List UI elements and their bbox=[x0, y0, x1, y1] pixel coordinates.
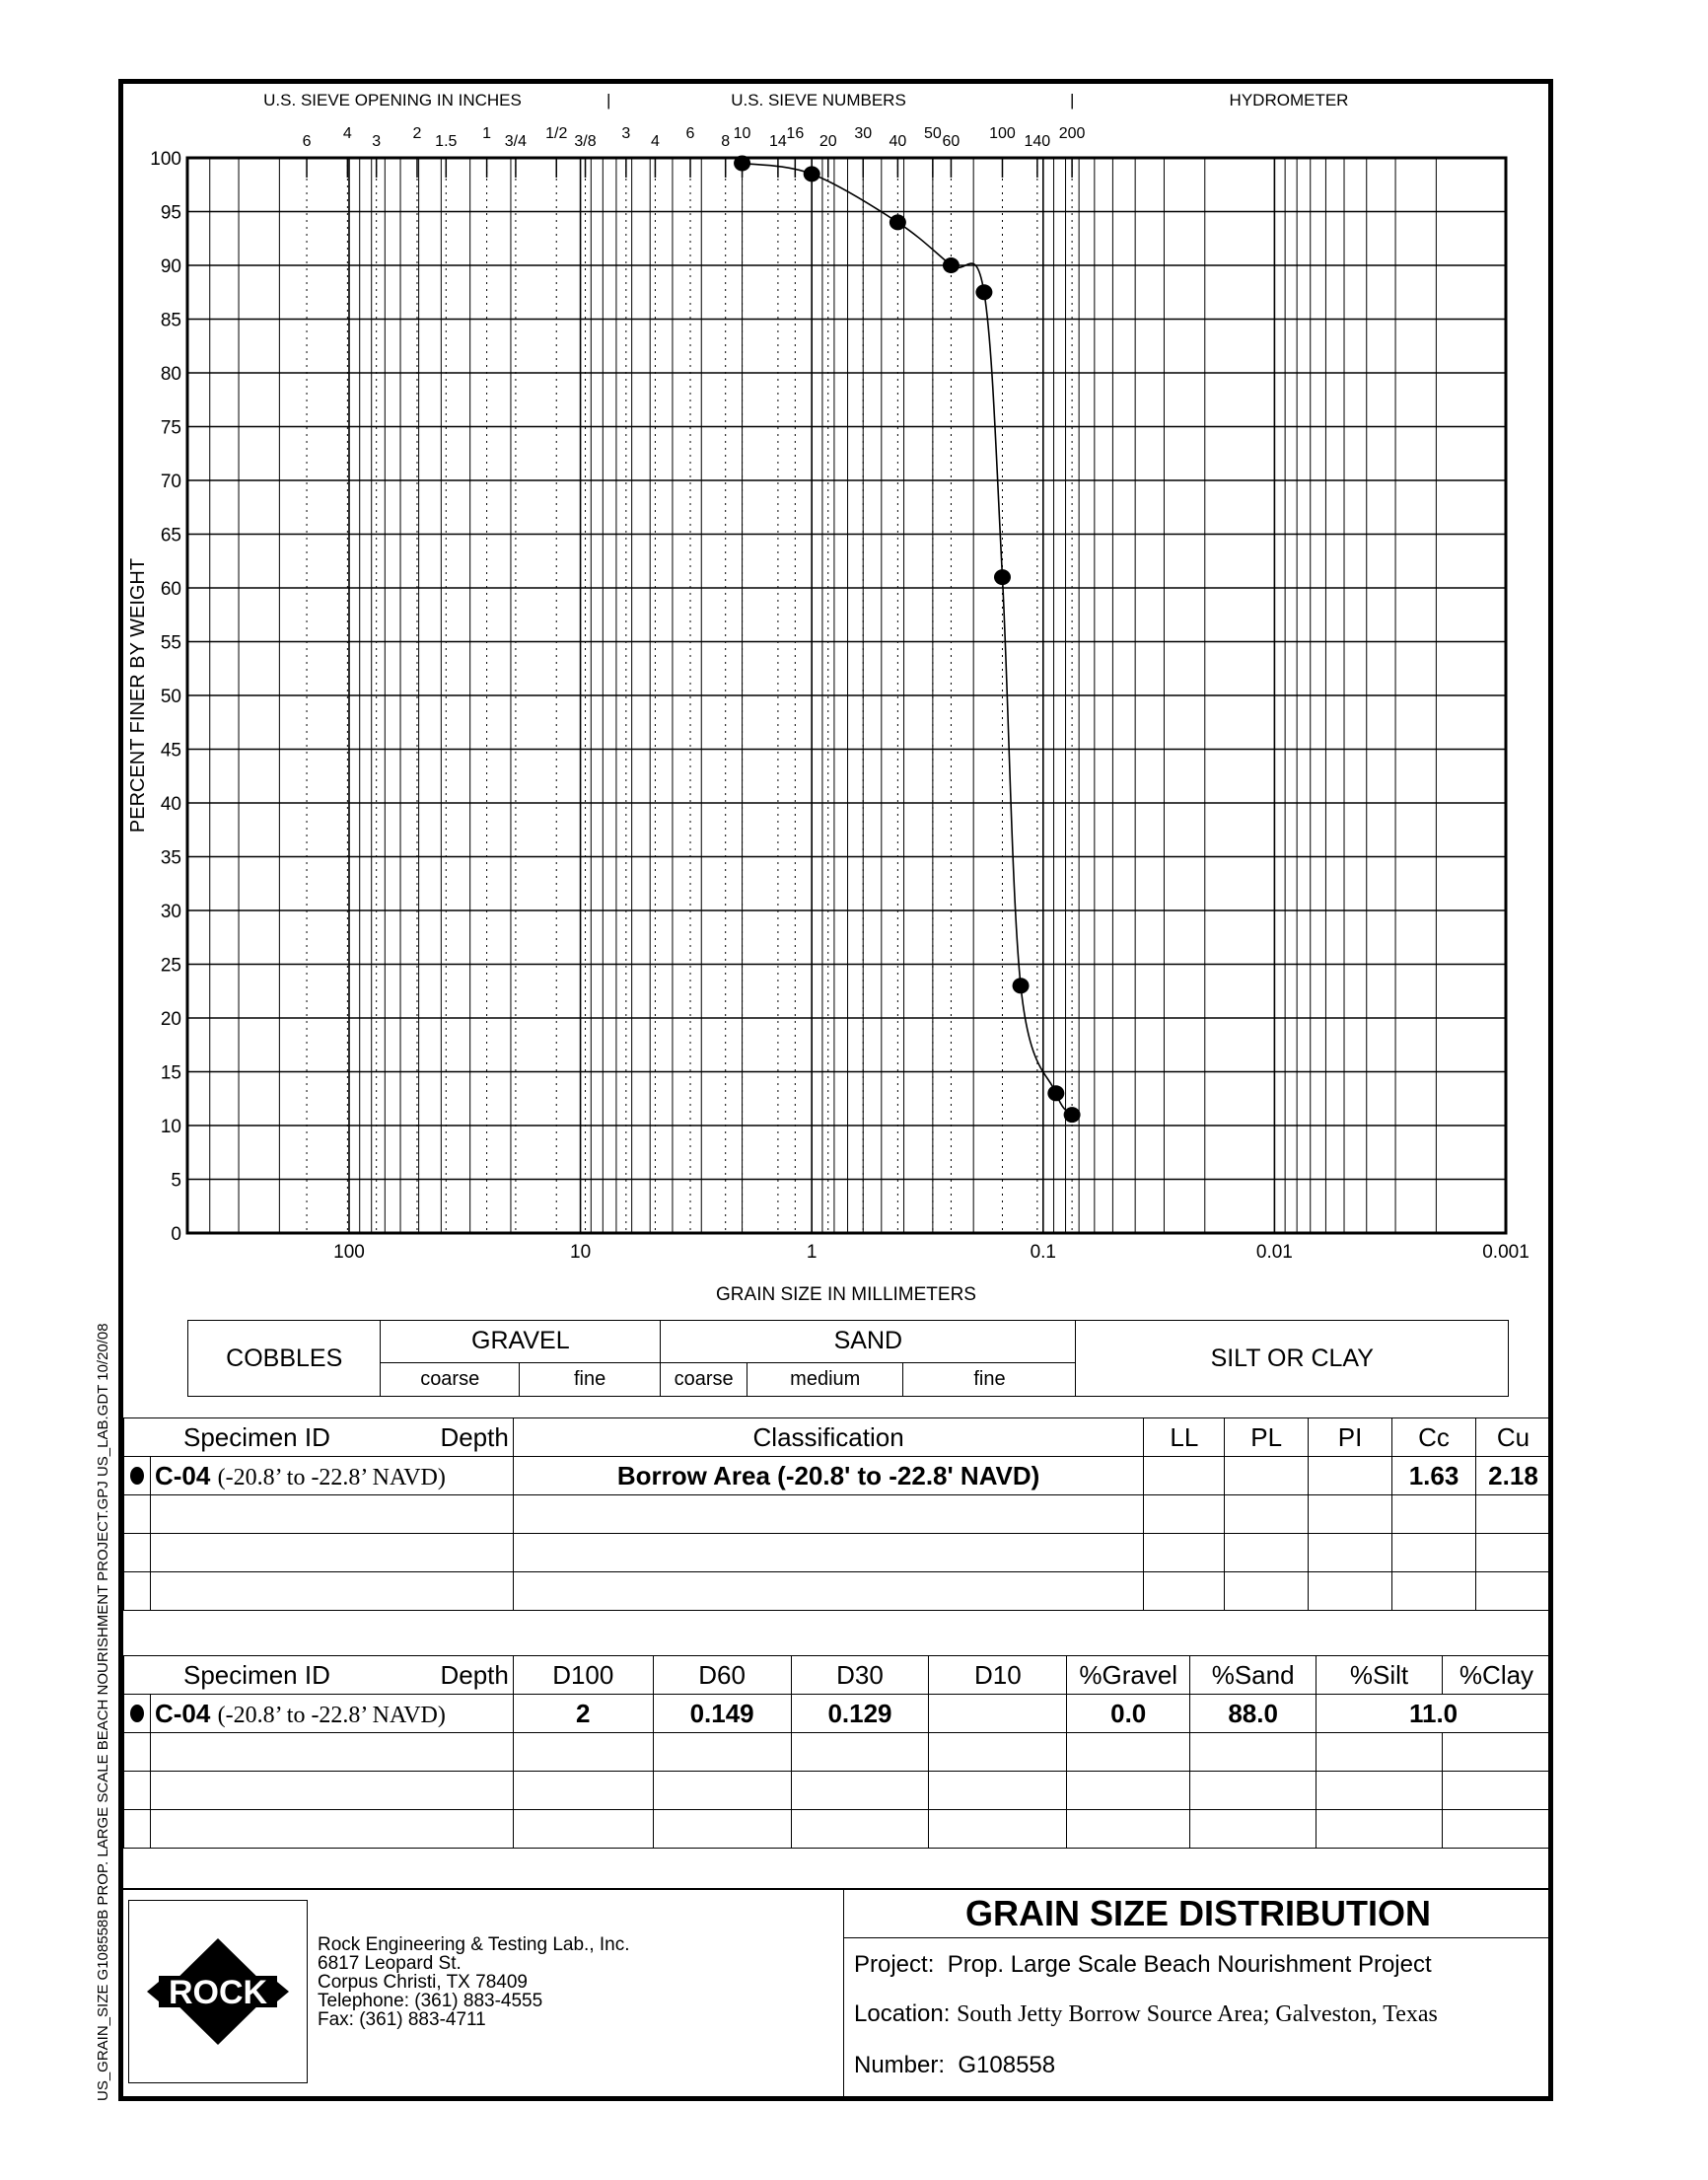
y-tick-label: 40 bbox=[160, 794, 181, 815]
y-tick-label: 20 bbox=[160, 1009, 181, 1030]
y-tick-label: 60 bbox=[160, 579, 181, 600]
specimen-depth: (-20.8’ to -22.8’ NAVD) bbox=[217, 1702, 446, 1728]
pi-header: PI bbox=[1309, 1418, 1392, 1457]
data-point bbox=[994, 569, 1011, 585]
d60-header: D60 bbox=[653, 1656, 791, 1695]
table-row-empty bbox=[124, 1772, 1551, 1810]
sieve-label: 10 bbox=[733, 125, 751, 142]
y-tick-label: 95 bbox=[160, 202, 181, 224]
sieve-label: 14 bbox=[769, 133, 787, 150]
specimen-id-header-text: Specimen ID bbox=[183, 1659, 330, 1690]
gravel-label: GRAVEL bbox=[381, 1321, 661, 1363]
top-axis-divider: | bbox=[1070, 91, 1075, 109]
company-name: Rock Engineering & Testing Lab., Inc. bbox=[318, 1934, 630, 1955]
x-tick-label: 0.01 bbox=[1255, 1242, 1293, 1263]
x-tick-label: 1 bbox=[806, 1242, 818, 1263]
sieve-label: 3 bbox=[372, 133, 382, 150]
y-tick-label: 90 bbox=[160, 256, 181, 277]
specimen-id-header bbox=[124, 1418, 514, 1457]
series-marker-icon bbox=[124, 1457, 151, 1495]
sieve-label: 6 bbox=[302, 133, 312, 150]
y-tick-label: 80 bbox=[160, 364, 181, 385]
y-tick-label: 15 bbox=[160, 1062, 181, 1084]
company-fax: Fax: (361) 883-4711 bbox=[318, 2009, 486, 2030]
depth-header: Depth bbox=[440, 1421, 509, 1452]
y-tick-label: 55 bbox=[160, 632, 181, 654]
d30-header: D30 bbox=[791, 1656, 929, 1695]
y-tick-label: 85 bbox=[160, 310, 181, 331]
project-value: Prop. Large Scale Beach Nourishment Project bbox=[947, 1951, 1432, 1978]
sieve-label: 20 bbox=[818, 133, 837, 150]
d10-header: D10 bbox=[929, 1656, 1067, 1695]
location-value: South Jetty Borrow Source Area; Galveston, Texas bbox=[957, 2001, 1438, 2027]
sieve-label: 1.5 bbox=[435, 133, 458, 150]
sieve-label: 8 bbox=[721, 133, 731, 150]
sand-cell: 88.0 bbox=[1190, 1695, 1317, 1733]
company-city: Corpus Christi, TX 78409 bbox=[318, 1972, 528, 1993]
top-axis-section-hydrometer: HYDROMETER bbox=[1229, 91, 1349, 109]
gravel-fine-label: fine bbox=[519, 1362, 660, 1396]
y-tick-label: 0 bbox=[171, 1224, 181, 1245]
silt-header: %Silt bbox=[1317, 1656, 1443, 1695]
sieve-label: 6 bbox=[685, 125, 695, 142]
sieve-label: 3 bbox=[621, 125, 631, 142]
y-tick-label: 30 bbox=[160, 902, 181, 922]
sieve-label: 140 bbox=[1024, 133, 1051, 150]
sieve-label: 100 bbox=[989, 125, 1016, 142]
sieve-label: 4 bbox=[342, 125, 352, 142]
ll-cell bbox=[1144, 1457, 1225, 1495]
sand-coarse-label: coarse bbox=[661, 1362, 747, 1396]
classification-cell: Borrow Area (-20.8' to -22.8' NAVD) bbox=[513, 1457, 1144, 1495]
y-axis-label: PERCENT FINER BY WEIGHT bbox=[127, 557, 149, 834]
company-street: 6817 Leopard St. bbox=[318, 1953, 462, 1974]
sieve-label: 3/4 bbox=[504, 133, 528, 150]
classification-table bbox=[123, 1417, 1551, 1611]
cu-cell: 2.18 bbox=[1475, 1457, 1550, 1495]
number-line bbox=[854, 2052, 1055, 2079]
d60-cell: 0.149 bbox=[653, 1695, 791, 1733]
cu-header: Cu bbox=[1475, 1418, 1550, 1457]
d100-header: D100 bbox=[513, 1656, 653, 1695]
x-tick-label: 0.001 bbox=[1482, 1242, 1530, 1263]
y-tick-label: 50 bbox=[160, 687, 181, 707]
depth-header: Depth bbox=[440, 1659, 509, 1690]
silt-clay-cell: 11.0 bbox=[1317, 1695, 1551, 1733]
sand-fine-label: fine bbox=[903, 1362, 1076, 1396]
cobbles-label: COBBLES bbox=[188, 1321, 381, 1397]
d100-cell: 2 bbox=[513, 1695, 653, 1733]
pi-cell bbox=[1309, 1457, 1392, 1495]
y-tick-label: 70 bbox=[160, 472, 181, 492]
sieve-label: 200 bbox=[1058, 125, 1086, 142]
logo-text: ROCK bbox=[168, 1974, 268, 2011]
location-label: Location: bbox=[854, 2000, 951, 2027]
sieve-label: 60 bbox=[942, 133, 961, 150]
data-point bbox=[1064, 1107, 1081, 1123]
company-address bbox=[318, 1935, 630, 2029]
table-row-empty bbox=[124, 1572, 1551, 1611]
specimen-id-header bbox=[124, 1656, 514, 1695]
cc-cell: 1.63 bbox=[1392, 1457, 1476, 1495]
sand-label: SAND bbox=[661, 1321, 1076, 1363]
pl-cell bbox=[1225, 1457, 1309, 1495]
data-point bbox=[1013, 978, 1030, 993]
specimen-id: C-04 bbox=[154, 1460, 211, 1490]
data-point bbox=[943, 257, 960, 273]
sieve-label: 30 bbox=[854, 125, 873, 142]
d30-cell: 0.129 bbox=[791, 1695, 929, 1733]
y-tick-label: 100 bbox=[150, 149, 181, 170]
report-title: GRAIN SIZE DISTRIBUTION bbox=[844, 1890, 1552, 1938]
specimen-id-header-text: Specimen ID bbox=[183, 1421, 330, 1452]
sieve-label: 3/8 bbox=[574, 133, 597, 150]
table-header-row bbox=[124, 1418, 1551, 1457]
table-row-empty bbox=[124, 1534, 1551, 1572]
data-point bbox=[734, 155, 750, 171]
number-value: G108558 bbox=[958, 2052, 1056, 2078]
series-line bbox=[743, 163, 1073, 1115]
clay-header: %Clay bbox=[1442, 1656, 1550, 1695]
top-axis-divider: | bbox=[606, 91, 611, 109]
sieve-label: 2 bbox=[412, 125, 422, 142]
specimen-cell bbox=[150, 1695, 513, 1733]
number-label: Number: bbox=[854, 2052, 946, 2078]
top-axis-section-inches: U.S. SIEVE OPENING IN INCHES bbox=[263, 91, 522, 109]
top-axis-section-numbers: U.S. SIEVE NUMBERS bbox=[731, 91, 906, 109]
location-line bbox=[854, 2000, 1438, 2028]
sieve-label: 4 bbox=[650, 133, 660, 150]
project-line bbox=[854, 1951, 1432, 1979]
y-tick-label: 65 bbox=[160, 525, 181, 546]
title-block bbox=[843, 1890, 1552, 2097]
specimen-depth: (-20.8’ to -22.8’ NAVD) bbox=[217, 1464, 446, 1490]
company-phone: Telephone: (361) 883-4555 bbox=[318, 1991, 543, 2011]
gravel-cell: 0.0 bbox=[1067, 1695, 1190, 1733]
table-row-empty bbox=[124, 1733, 1551, 1772]
x-tick-label: 10 bbox=[570, 1242, 592, 1263]
data-point bbox=[1047, 1085, 1064, 1101]
table-row bbox=[124, 1695, 1551, 1733]
specimen-cell bbox=[150, 1457, 513, 1495]
data-point bbox=[975, 284, 992, 300]
x-tick-label: 0.1 bbox=[1030, 1242, 1057, 1263]
classification-header: Classification bbox=[513, 1418, 1144, 1457]
y-tick-label: 35 bbox=[160, 847, 181, 869]
y-tick-label: 5 bbox=[171, 1170, 181, 1192]
data-point bbox=[804, 166, 820, 182]
x-tick-label: 100 bbox=[333, 1242, 365, 1263]
y-tick-label: 25 bbox=[160, 955, 181, 977]
table-row-empty bbox=[124, 1495, 1551, 1534]
data-point bbox=[890, 214, 906, 230]
pl-header: PL bbox=[1225, 1418, 1309, 1457]
sand-header: %Sand bbox=[1190, 1656, 1317, 1695]
y-tick-label: 45 bbox=[160, 740, 181, 762]
y-tick-label: 10 bbox=[160, 1117, 181, 1137]
sand-medium-label: medium bbox=[747, 1362, 903, 1396]
sieve-label: 50 bbox=[923, 125, 942, 142]
company-logo bbox=[128, 1900, 308, 2083]
soil-classification-bar bbox=[187, 1320, 1509, 1397]
x-axis-label: GRAIN SIZE IN MILLIMETERS bbox=[716, 1284, 976, 1302]
rock-diamond-logo-icon bbox=[129, 1901, 307, 2082]
gravel-header: %Gravel bbox=[1067, 1656, 1190, 1695]
table-row-empty bbox=[124, 1810, 1551, 1849]
file-path-label: US_GRAIN_SIZE G108558B PROP. LARGE SCALE BEACH NOURISHMENT PROJECT.GPJ US_LAB.GDT 10/20/08 bbox=[95, 1323, 111, 2101]
sieve-label: 1/2 bbox=[545, 125, 568, 142]
d10-cell bbox=[929, 1695, 1067, 1733]
silt-clay-label: SILT OR CLAY bbox=[1076, 1321, 1509, 1397]
series-marker-icon bbox=[124, 1695, 151, 1733]
gradation-table bbox=[123, 1655, 1551, 1849]
sieve-label: 1 bbox=[482, 125, 492, 142]
ll-header: LL bbox=[1144, 1418, 1225, 1457]
table-row bbox=[124, 1457, 1551, 1495]
sieve-label: 40 bbox=[889, 133, 907, 150]
y-tick-label: 75 bbox=[160, 417, 181, 439]
table-header-row bbox=[124, 1656, 1551, 1695]
cc-header: Cc bbox=[1392, 1418, 1476, 1457]
gravel-coarse-label: coarse bbox=[381, 1362, 519, 1396]
project-label: Project: bbox=[854, 1951, 935, 1978]
specimen-id: C-04 bbox=[154, 1698, 211, 1728]
sieve-label: 16 bbox=[786, 125, 805, 142]
